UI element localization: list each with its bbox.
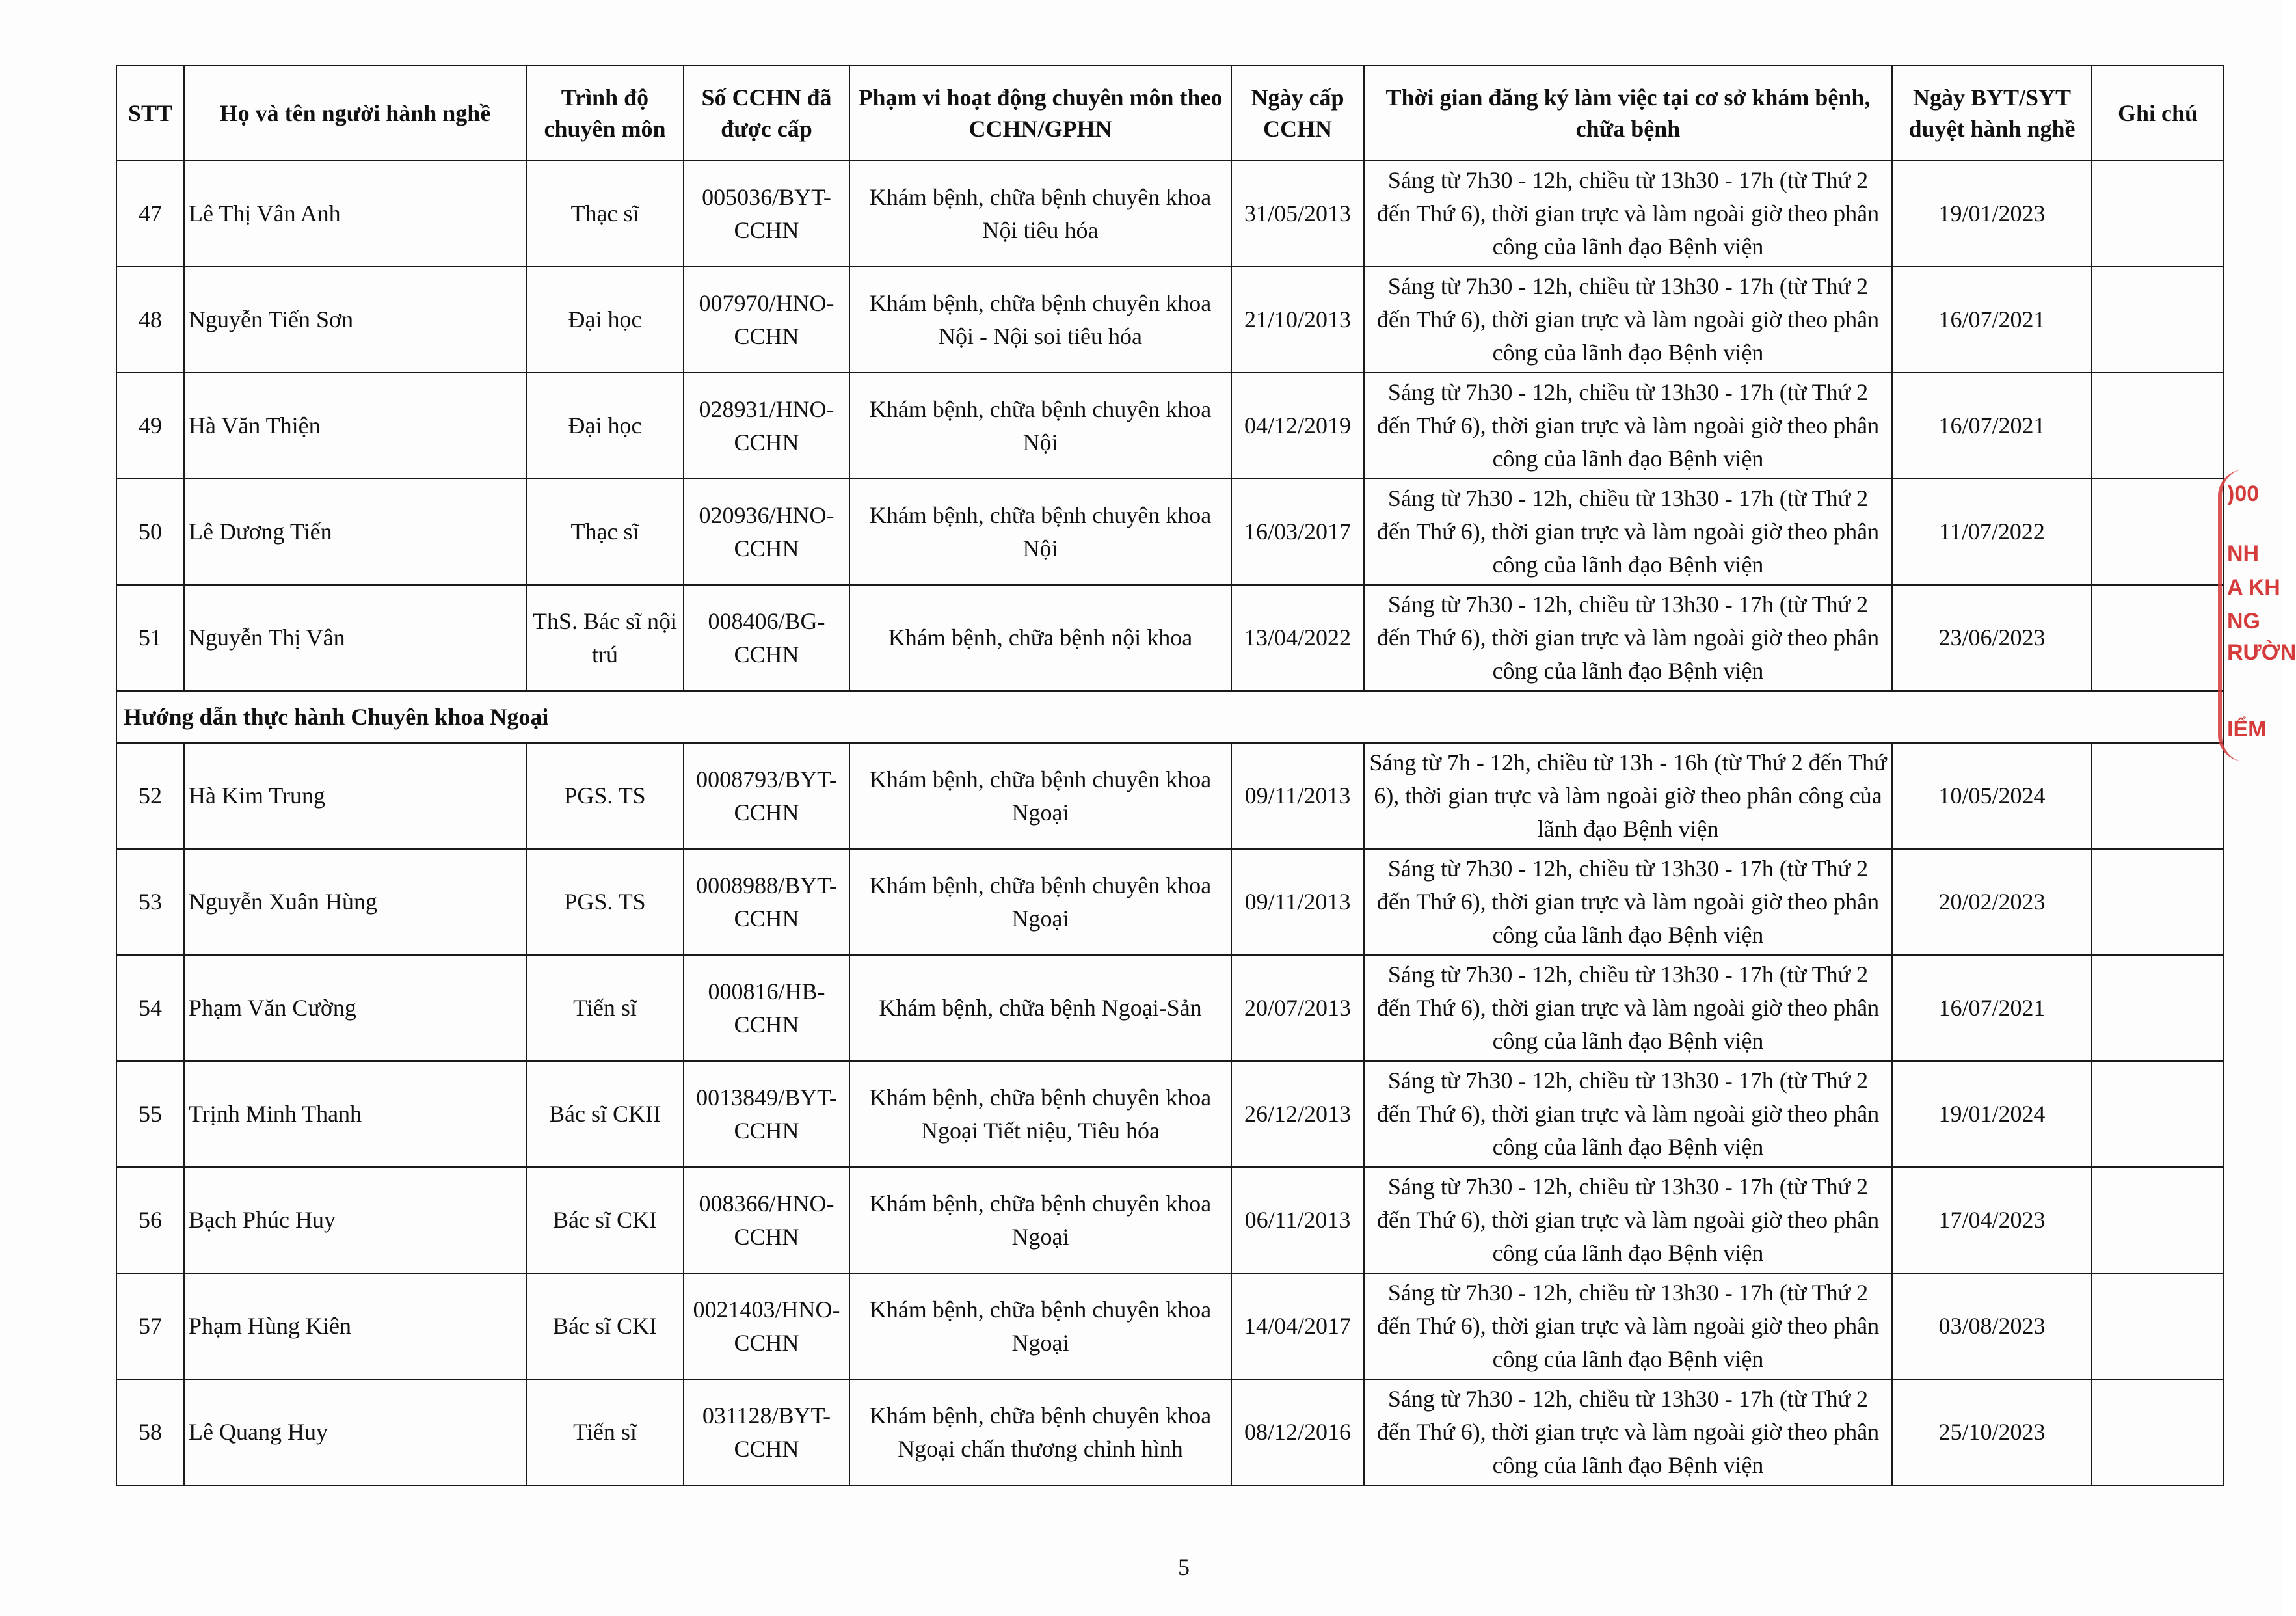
cell-scope: Khám bệnh, chữa bệnh chuyên khoa Ngoại chấn thương chỉnh hình (849, 1379, 1231, 1485)
cell-note (2092, 1273, 2224, 1379)
cell-issued: 14/04/2017 (1231, 1273, 1364, 1379)
cell-degree: Đại học (526, 267, 684, 373)
cell-note (2092, 1061, 2224, 1167)
table-row (116, 373, 2224, 479)
cell-name: Lê Dương Tiến (184, 479, 526, 585)
stamp-fragment: RƯỜN (2227, 640, 2296, 665)
cell-note (2092, 1379, 2224, 1485)
cell-note (2092, 585, 2224, 691)
cell-approved: 10/05/2024 (1892, 743, 2092, 849)
cell-note (2092, 849, 2224, 955)
cell-approved: 11/07/2022 (1892, 479, 2092, 585)
header-stt: STT (116, 66, 184, 161)
cell-schedule: Sáng từ 7h30 - 12h, chiều từ 13h30 - 17h (từ Thứ 2 đến Thứ 6), thời gian trực và làm ngoài giờ theo phân công của lãnh đạo Bệnh viện (1364, 1061, 1892, 1167)
cell-issued: 31/05/2013 (1231, 161, 1364, 267)
cell-name: Lê Quang Huy (184, 1379, 526, 1485)
header-degree: Trình độ chuyên môn (526, 66, 684, 161)
cell-approved: 16/07/2021 (1892, 267, 2092, 373)
cell-approved: 16/07/2021 (1892, 373, 2092, 479)
cell-scope: Khám bệnh, chữa bệnh chuyên khoa Ngoại (849, 743, 1231, 849)
cell-name: Lê Thị Vân Anh (184, 161, 526, 267)
cell-cert: 000816/HB-CCHN (684, 955, 849, 1061)
cell-schedule: Sáng từ 7h30 - 12h, chiều từ 13h30 - 17h (từ Thứ 2 đến Thứ 6), thời gian trực và làm ngoài giờ theo phân công của lãnh đạo Bệnh viện (1364, 479, 1892, 585)
table-body (116, 161, 2224, 1485)
cell-issued: 09/11/2013 (1231, 849, 1364, 955)
cell-cert: 008366/HNO-CCHN (684, 1167, 849, 1273)
cell-name: Phạm Văn Cường (184, 955, 526, 1061)
cell-name: Nguyễn Xuân Hùng (184, 849, 526, 955)
cell-note (2092, 373, 2224, 479)
cell-stt: 49 (116, 373, 184, 479)
cell-name: Hà Kim Trung (184, 743, 526, 849)
stamp-fragment: )00 (2227, 481, 2260, 506)
cell-issued: 20/07/2013 (1231, 955, 1364, 1061)
cell-schedule: Sáng từ 7h30 - 12h, chiều từ 13h30 - 17h (từ Thứ 2 đến Thứ 6), thời gian trực và làm ngoài giờ theo phân công của lãnh đạo Bệnh viện (1364, 955, 1892, 1061)
cell-issued: 13/04/2022 (1231, 585, 1364, 691)
cell-cert: 0008793/BYT-CCHN (684, 743, 849, 849)
cell-schedule: Sáng từ 7h - 12h, chiều từ 13h - 16h (từ Thứ 2 đến Thứ 6), thời gian trực và làm ngoài giờ theo phân công của lãnh đạo Bệnh viện (1364, 743, 1892, 849)
cell-degree: Bác sĩ CKII (526, 1061, 684, 1167)
cell-cert: 007970/HNO-CCHN (684, 267, 849, 373)
table-row (116, 161, 2224, 267)
cell-stt: 48 (116, 267, 184, 373)
cell-schedule: Sáng từ 7h30 - 12h, chiều từ 13h30 - 17h (từ Thứ 2 đến Thứ 6), thời gian trực và làm ngoài giờ theo phân công của lãnh đạo Bệnh viện (1364, 161, 1892, 267)
red-stamp (2218, 470, 2296, 761)
cell-scope: Khám bệnh, chữa bệnh Ngoại-Sản (849, 955, 1231, 1061)
cell-approved: 19/01/2024 (1892, 1061, 2092, 1167)
section-row (116, 691, 2224, 743)
table-row (116, 743, 2224, 849)
cell-stt: 47 (116, 161, 184, 267)
cell-cert: 0008988/BYT-CCHN (684, 849, 849, 955)
cell-degree: Tiến sĩ (526, 1379, 684, 1485)
cell-name: Hà Văn Thiện (184, 373, 526, 479)
cell-name: Nguyễn Thị Vân (184, 585, 526, 691)
cell-approved: 23/06/2023 (1892, 585, 2092, 691)
header-scope: Phạm vi hoạt động chuyên môn theo CCHN/GPHN (849, 66, 1231, 161)
cell-approved: 03/08/2023 (1892, 1273, 2092, 1379)
cell-degree: Bác sĩ CKI (526, 1273, 684, 1379)
cell-cert: 0021403/HNO-CCHN (684, 1273, 849, 1379)
cell-issued: 04/12/2019 (1231, 373, 1364, 479)
stamp-fragment: NH (2227, 541, 2260, 566)
cell-stt: 58 (116, 1379, 184, 1485)
cell-issued: 16/03/2017 (1231, 479, 1364, 585)
cell-stt: 55 (116, 1061, 184, 1167)
header-note: Ghi chú (2092, 66, 2224, 161)
cell-scope: Khám bệnh, chữa bệnh chuyên khoa Ngoại (849, 849, 1231, 955)
cell-schedule: Sáng từ 7h30 - 12h, chiều từ 13h30 - 17h (từ Thứ 2 đến Thứ 6), thời gian trực và làm ngoài giờ theo phân công của lãnh đạo Bệnh viện (1364, 1273, 1892, 1379)
table-header-row (116, 66, 2224, 161)
cell-degree: Thạc sĩ (526, 161, 684, 267)
table-row (116, 267, 2224, 373)
page-number: 5 (1178, 1554, 1190, 1580)
section-title: Hướng dẫn thực hành Chuyên khoa Ngoại (116, 691, 2224, 743)
cell-scope: Khám bệnh, chữa bệnh chuyên khoa Nội (849, 373, 1231, 479)
stamp-fragment: A KH (2227, 575, 2280, 600)
cell-cert: 031128/BYT-CCHN (684, 1379, 849, 1485)
header-issued: Ngày cấp CCHN (1231, 66, 1364, 161)
stamp-fragment: IỂM (2227, 717, 2267, 742)
table-row (116, 479, 2224, 585)
cell-note (2092, 479, 2224, 585)
table-row (116, 849, 2224, 955)
cell-schedule: Sáng từ 7h30 - 12h, chiều từ 13h30 - 17h (từ Thứ 2 đến Thứ 6), thời gian trực và làm ngoài giờ theo phân công của lãnh đạo Bệnh viện (1364, 267, 1892, 373)
cell-scope: Khám bệnh, chữa bệnh chuyên khoa Ngoại (849, 1167, 1231, 1273)
cell-stt: 51 (116, 585, 184, 691)
cell-schedule: Sáng từ 7h30 - 12h, chiều từ 13h30 - 17h (từ Thứ 2 đến Thứ 6), thời gian trực và làm ngoài giờ theo phân công của lãnh đạo Bệnh viện (1364, 373, 1892, 479)
cell-stt: 50 (116, 479, 184, 585)
stamp-fragment: NG (2227, 609, 2260, 634)
cell-stt: 53 (116, 849, 184, 955)
cell-name: Nguyễn Tiến Sơn (184, 267, 526, 373)
cell-issued: 09/11/2013 (1231, 743, 1364, 849)
table-row (116, 955, 2224, 1061)
cell-approved: 17/04/2023 (1892, 1167, 2092, 1273)
cell-issued: 21/10/2013 (1231, 267, 1364, 373)
cell-scope: Khám bệnh, chữa bệnh chuyên khoa Nội (849, 479, 1231, 585)
cell-scope: Khám bệnh, chữa bệnh nội khoa (849, 585, 1231, 691)
cell-approved: 19/01/2023 (1892, 161, 2092, 267)
cell-note (2092, 955, 2224, 1061)
cell-cert: 0013849/BYT-CCHN (684, 1061, 849, 1167)
cell-stt: 54 (116, 955, 184, 1061)
cell-degree: Bác sĩ CKI (526, 1167, 684, 1273)
cell-degree: Tiến sĩ (526, 955, 684, 1061)
cell-schedule: Sáng từ 7h30 - 12h, chiều từ 13h30 - 17h (từ Thứ 2 đến Thứ 6), thời gian trực và làm ngoài giờ theo phân công của lãnh đạo Bệnh viện (1364, 585, 1892, 691)
cell-schedule: Sáng từ 7h30 - 12h, chiều từ 13h30 - 17h (từ Thứ 2 đến Thứ 6), thời gian trực và làm ngoài giờ theo phân công của lãnh đạo Bệnh viện (1364, 1167, 1892, 1273)
cell-degree: Đại học (526, 373, 684, 479)
table-row (116, 1273, 2224, 1379)
cell-approved: 20/02/2023 (1892, 849, 2092, 955)
cell-degree: ThS. Bác sĩ nội trú (526, 585, 684, 691)
cell-note (2092, 267, 2224, 373)
cell-degree: PGS. TS (526, 743, 684, 849)
cell-cert: 005036/BYT-CCHN (684, 161, 849, 267)
header-schedule: Thời gian đăng ký làm việc tại cơ sở khám bệnh, chữa bệnh (1364, 66, 1892, 161)
cell-name: Trịnh Minh Thanh (184, 1061, 526, 1167)
table-row (116, 1061, 2224, 1167)
cell-stt: 57 (116, 1273, 184, 1379)
cell-name: Bạch Phúc Huy (184, 1167, 526, 1273)
cell-issued: 26/12/2013 (1231, 1061, 1364, 1167)
header-approved: Ngày BYT/SYT duyệt hành nghề (1892, 66, 2092, 161)
cell-schedule: Sáng từ 7h30 - 12h, chiều từ 13h30 - 17h (từ Thứ 2 đến Thứ 6), thời gian trực và làm ngoài giờ theo phân công của lãnh đạo Bệnh viện (1364, 849, 1892, 955)
cell-degree: PGS. TS (526, 849, 684, 955)
cell-scope: Khám bệnh, chữa bệnh chuyên khoa Nội tiêu hóa (849, 161, 1231, 267)
cell-note (2092, 1167, 2224, 1273)
cell-note (2092, 161, 2224, 267)
cell-scope: Khám bệnh, chữa bệnh chuyên khoa Nội - Nội soi tiêu hóa (849, 267, 1231, 373)
table-row (116, 585, 2224, 691)
cell-stt: 52 (116, 743, 184, 849)
cell-cert: 020936/HNO-CCHN (684, 479, 849, 585)
cell-name: Phạm Hùng Kiên (184, 1273, 526, 1379)
cell-cert: 028931/HNO-CCHN (684, 373, 849, 479)
cell-cert: 008406/BG-CCHN (684, 585, 849, 691)
cell-note (2092, 743, 2224, 849)
cell-stt: 56 (116, 1167, 184, 1273)
cell-approved: 25/10/2023 (1892, 1379, 2092, 1485)
practitioner-table (116, 65, 2224, 1486)
header-cert: Số CCHN đã được cấp (684, 66, 849, 161)
cell-issued: 08/12/2016 (1231, 1379, 1364, 1485)
cell-scope: Khám bệnh, chữa bệnh chuyên khoa Ngoại Tiết niệu, Tiêu hóa (849, 1061, 1231, 1167)
table-row (116, 1379, 2224, 1485)
table-row (116, 1167, 2224, 1273)
cell-scope: Khám bệnh, chữa bệnh chuyên khoa Ngoại (849, 1273, 1231, 1379)
cell-issued: 06/11/2013 (1231, 1167, 1364, 1273)
cell-degree: Thạc sĩ (526, 479, 684, 585)
header-name: Họ và tên người hành nghề (184, 66, 526, 161)
cell-schedule: Sáng từ 7h30 - 12h, chiều từ 13h30 - 17h (từ Thứ 2 đến Thứ 6), thời gian trực và làm ngoài giờ theo phân công của lãnh đạo Bệnh viện (1364, 1379, 1892, 1485)
cell-approved: 16/07/2021 (1892, 955, 2092, 1061)
